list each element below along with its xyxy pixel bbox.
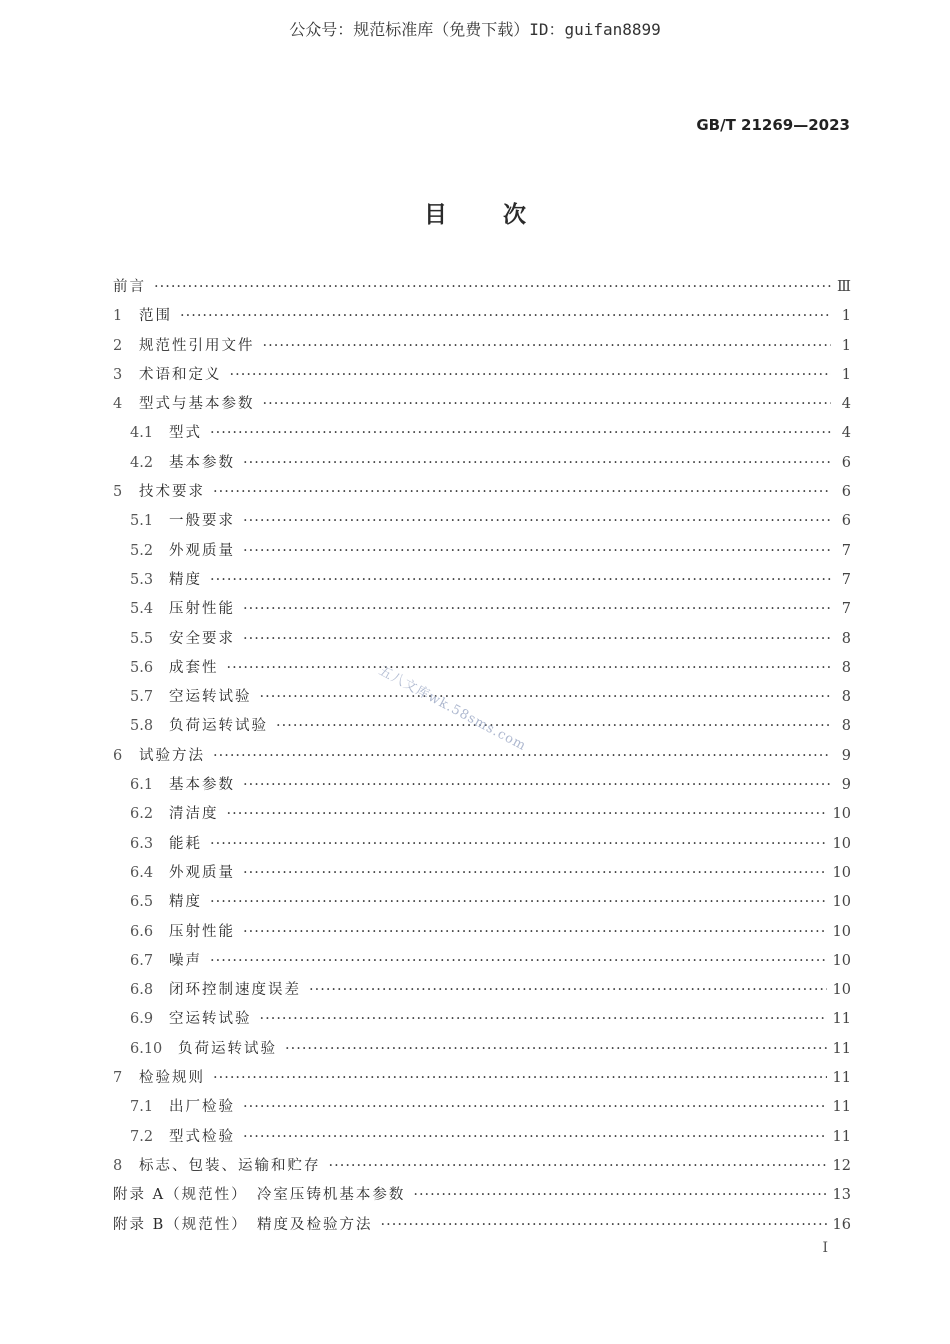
toc-label: 一般要求 [169,513,235,530]
toc-label: 标志、包装、运输和贮存 [139,1157,321,1174]
toc-label: 闭环控制速度误差 [169,982,301,999]
toc-number: 5.8 [130,718,154,735]
toc-entry[interactable] [113,1211,851,1240]
toc-page: 8 [841,659,851,676]
toc-page: 11 [832,1099,851,1116]
standard-code: GB/T 21269—2023 [696,116,850,134]
toc-page: 6 [841,484,851,501]
toc-label: 外观质量 [169,542,235,559]
toc-page: 8 [841,630,851,647]
toc-number: 6.4 [130,864,154,881]
toc-entry[interactable] [113,683,851,712]
toc-page: 1 [841,337,851,354]
toc-page: 4 [841,396,851,413]
toc-label: 安全要求 [169,630,235,647]
toc-entry[interactable] [113,771,851,800]
toc-leader [180,302,831,331]
toc-number: 3 [113,366,123,383]
toc-entry[interactable] [113,273,851,302]
toc-page: 10 [832,864,851,881]
toc-label: 前言 [113,279,146,295]
page-title: 目次 [424,202,582,228]
toc-label: 型式 [169,425,202,442]
toc-page: 1 [841,308,851,325]
toc-entry[interactable] [113,654,851,683]
toc-entry[interactable] [113,595,851,624]
toc-page: 11 [832,1040,851,1057]
toc-leader [154,273,831,302]
toc-leader [243,537,831,566]
toc-number: 5.7 [130,689,154,706]
toc-label: 压射性能 [169,923,235,940]
toc-entry[interactable] [113,625,851,654]
toc-page: Ⅲ [837,279,851,295]
toc-page: 6 [841,513,851,530]
toc-leader [243,625,831,654]
toc-page: 7 [841,571,851,588]
toc-entry[interactable] [113,1035,851,1064]
toc-leader [309,976,827,1005]
toc-leader [213,478,831,507]
toc-label: 基本参数 [169,454,235,471]
toc-number: 6.10 [130,1040,163,1057]
toc-number: 6.1 [130,777,154,794]
toc-leader [285,1035,827,1064]
toc-page: 10 [832,923,851,940]
toc-entry[interactable] [113,1152,851,1181]
toc-label: 精度 [169,571,202,588]
toc-label: 空运转试验 [169,1011,252,1028]
toc-leader [263,390,832,419]
table-of-contents [113,273,851,1240]
toc-entry[interactable] [113,332,851,361]
toc-entry[interactable] [113,419,851,448]
toc-page: 7 [841,601,851,618]
toc-number: 4 [113,396,123,413]
toc-entry[interactable] [113,859,851,888]
toc-number: 5.2 [130,542,154,559]
toc-leader [227,800,827,829]
toc-label: 试验方法 [139,747,205,764]
toc-page: 12 [832,1157,851,1174]
toc-leader [210,947,827,976]
toc-number: 1 [113,308,123,325]
toc-leader [243,1123,827,1152]
toc-number: 8 [113,1157,123,1174]
toc-entry[interactable] [113,1123,851,1152]
toc-entry[interactable] [113,566,851,595]
toc-entry[interactable] [113,478,851,507]
toc-label: 负荷运转试验 [178,1040,277,1057]
toc-entry[interactable] [113,918,851,947]
toc-number: 5.4 [130,601,154,618]
toc-entry[interactable] [113,1005,851,1034]
toc-page: 1 [841,366,851,383]
toc-label: 压射性能 [169,601,235,618]
toc-number: 5.6 [130,659,154,676]
toc-page: 10 [832,982,851,999]
toc-entry[interactable] [113,390,851,419]
toc-page: 8 [841,718,851,735]
toc-number: 6.3 [130,835,154,852]
toc-label: 基本参数 [169,777,235,794]
toc-label: 成套性 [169,659,219,676]
toc-label: 出厂检验 [169,1099,235,1116]
toc-label: 附录 A（规范性） 冷室压铸机基本参数 [113,1187,406,1204]
toc-page: 10 [832,806,851,823]
toc-number: 6 [113,747,123,764]
toc-number: 5.1 [130,513,154,530]
toc-entry[interactable] [113,537,851,566]
toc-entry[interactable] [113,976,851,1005]
toc-label: 型式检验 [169,1128,235,1145]
toc-leader [230,361,832,390]
watermark: 五八文库wk.58sms.com [376,663,529,755]
toc-number: 5.3 [130,571,154,588]
toc-page: 9 [841,777,851,794]
toc-label: 范围 [139,308,172,325]
toc-entry[interactable] [113,800,851,829]
toc-label: 外观质量 [169,864,235,881]
top-banner: 公众号：规范标准库（免费下载）ID：guifan8899 [289,20,661,39]
toc-leader [263,332,832,361]
toc-page: 11 [832,1011,851,1028]
toc-page: 11 [832,1128,851,1145]
toc-number: 6.7 [130,952,154,969]
toc-page: 8 [841,689,851,706]
toc-entry[interactable] [113,830,851,859]
toc-number: 6.9 [130,1011,154,1028]
toc-label: 规范性引用文件 [139,337,255,354]
toc-label: 技术要求 [139,484,205,501]
toc-entry[interactable] [113,947,851,976]
toc-entry[interactable] [113,302,851,331]
toc-leader [260,1005,827,1034]
toc-leader [243,771,831,800]
toc-leader [243,859,827,888]
toc-page: 10 [832,835,851,852]
toc-entry[interactable] [113,1181,851,1210]
toc-label: 术语和定义 [139,366,222,383]
toc-leader [381,1211,827,1240]
toc-page: 13 [832,1187,851,1204]
toc-entry[interactable] [113,507,851,536]
toc-number: 4.2 [130,454,154,471]
toc-number: 7.2 [130,1128,154,1145]
toc-number: 7.1 [130,1099,154,1116]
toc-leader [210,419,831,448]
toc-label: 空运转试验 [169,689,252,706]
toc-number: 5.5 [130,630,154,647]
toc-entry[interactable] [113,449,851,478]
toc-leader [329,1152,827,1181]
toc-number: 2 [113,337,123,354]
toc-label: 能耗 [169,835,202,852]
toc-number: 5 [113,484,123,501]
toc-number: 4.1 [130,425,154,442]
toc-label: 型式与基本参数 [139,396,255,413]
toc-label: 附录 B（规范性） 精度及检验方法 [113,1216,373,1233]
toc-entry[interactable] [113,1064,851,1093]
toc-leader [260,683,832,712]
toc-page: 7 [841,542,851,559]
toc-leader [276,712,831,741]
toc-page: 9 [841,747,851,764]
toc-page: 10 [832,952,851,969]
toc-leader [243,507,831,536]
page-number: I [822,1240,828,1256]
toc-leader [243,1093,827,1122]
toc-label: 负荷运转试验 [169,718,268,735]
toc-entry[interactable] [113,1093,851,1122]
toc-page: 6 [841,454,851,471]
toc-leader [227,654,832,683]
toc-entry[interactable] [113,742,851,771]
toc-label: 清洁度 [169,806,219,823]
toc-label: 噪声 [169,952,202,969]
toc-number: 6.8 [130,982,154,999]
toc-entry[interactable] [113,361,851,390]
toc-page: 16 [832,1216,851,1233]
toc-leader [210,888,827,917]
toc-leader [213,1064,827,1093]
toc-page: 4 [841,425,851,442]
toc-leader [243,449,831,478]
toc-leader [210,830,827,859]
toc-leader [210,566,831,595]
toc-page: 10 [832,894,851,911]
toc-label: 检验规则 [139,1070,205,1087]
toc-number: 6.6 [130,923,154,940]
toc-leader [243,595,831,624]
toc-entry[interactable] [113,888,851,917]
toc-page: 11 [832,1070,851,1087]
toc-number: 6.5 [130,894,154,911]
toc-number: 6.2 [130,806,154,823]
toc-number: 7 [113,1070,123,1087]
toc-leader [243,918,827,947]
toc-label: 精度 [169,894,202,911]
toc-leader [413,1181,826,1210]
